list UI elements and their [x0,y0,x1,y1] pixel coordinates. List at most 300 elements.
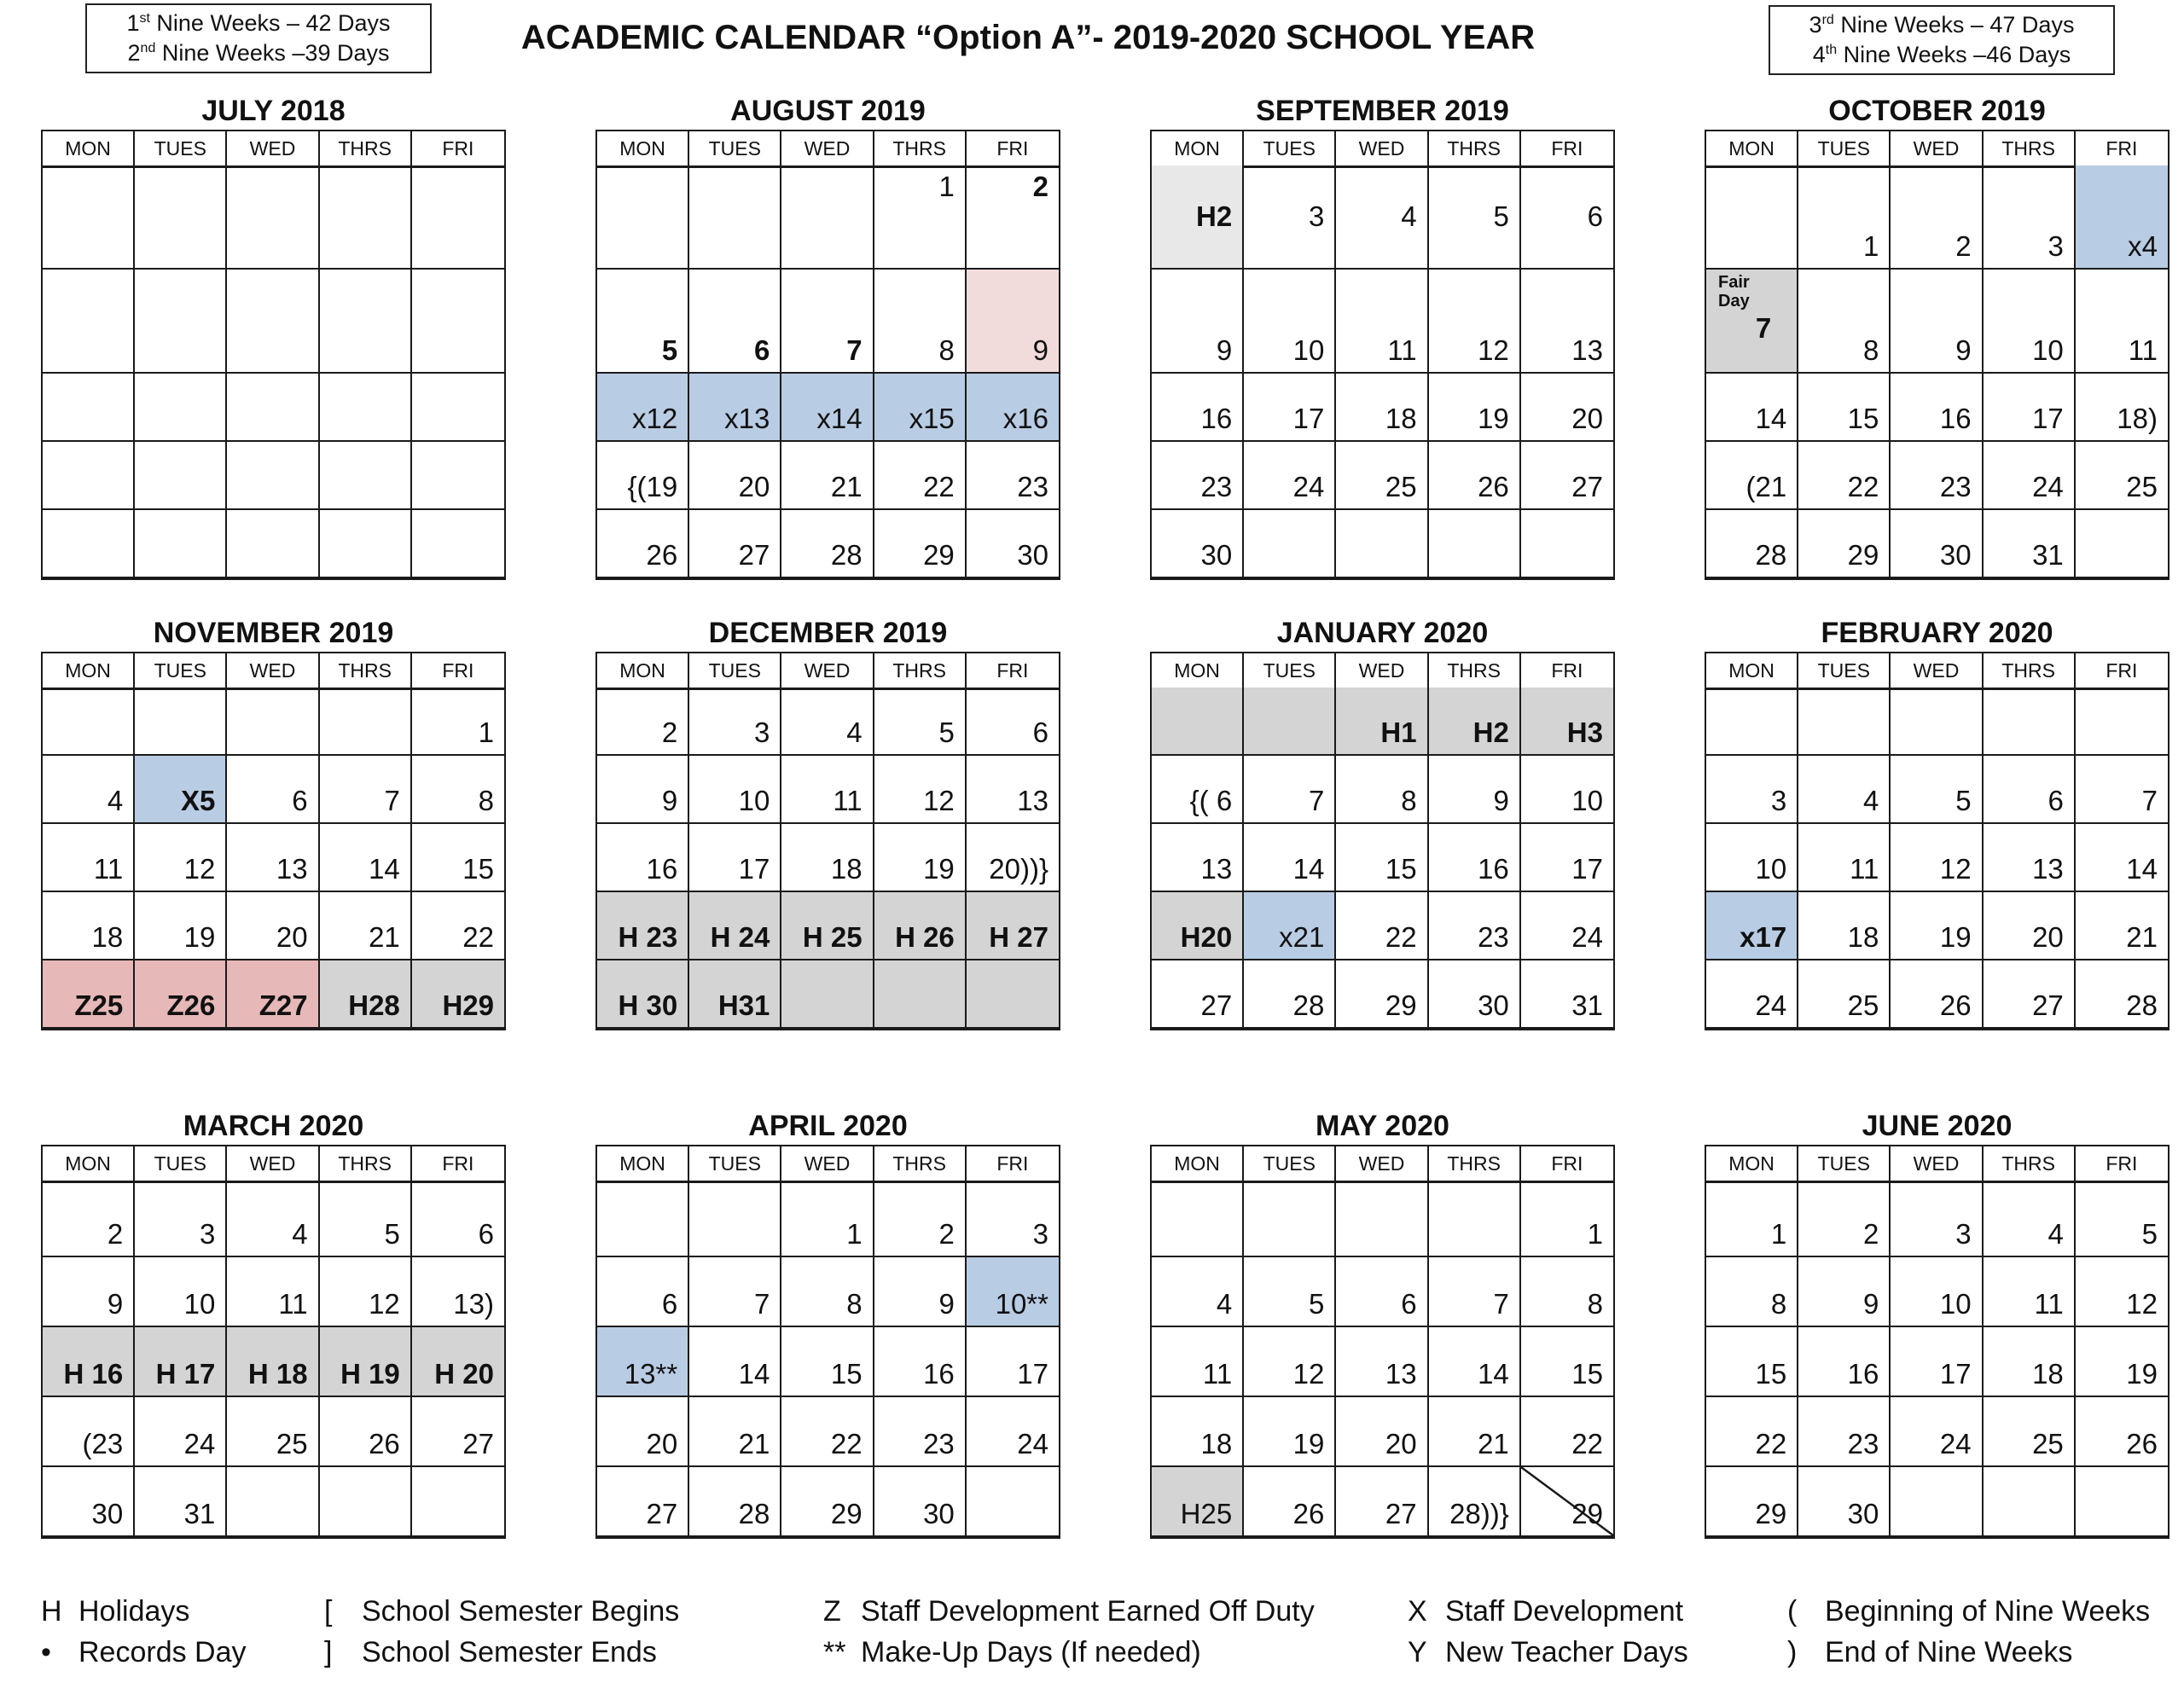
day-number: (23 [82,1428,124,1459]
day-cell [135,960,227,1029]
day-cell [1336,1181,1428,1257]
day-cell [1152,960,1244,1029]
day-number: 13** [624,1358,678,1390]
day-cell [1336,165,1428,270]
day-cell [43,960,135,1029]
day-number: 23 [1200,471,1233,502]
day-cell [1891,510,1983,578]
day-number: 13) [453,1288,494,1320]
day-cell [597,165,689,270]
day-cell [781,442,874,510]
day-number: 10 [1939,1288,1972,1320]
day-cell [874,510,967,578]
day-cell [2076,960,2168,1029]
day-header: FRI [967,653,1059,690]
day-cell [1984,1181,2076,1257]
legend-symbol: Y [1408,1636,1427,1668]
day-number: 7 [384,785,400,816]
legend-text: Staff Development [1445,1595,1684,1628]
day-cell [43,824,135,892]
day-number: 21 [1478,1428,1509,1459]
day-cell [135,756,227,824]
day-cell [781,824,874,892]
day-number: 4 [1401,200,1417,232]
day-cell [1798,960,1891,1029]
day-cell [1891,1397,1983,1467]
day-cell [320,510,412,578]
day-number: 7 [846,334,863,366]
day-cell [1891,165,1983,270]
day-cell [1152,1257,1244,1327]
day-cell [874,374,967,442]
day-cell [1521,1397,1613,1467]
day-header: THRS [320,653,412,690]
day-number: 22 [1385,921,1417,953]
day-number: 20 [1571,403,1603,434]
day-number: 26 [2126,1428,2158,1459]
day-number: 30 [1200,539,1233,571]
day-number: 2 [1955,230,1972,262]
day-cell [1984,1327,2076,1397]
day-number: 31 [1571,989,1603,1021]
day-cell [874,824,967,892]
month-grid [1705,1145,2169,1539]
day-number: {(19 [627,471,678,502]
day-header: WED [1891,653,1983,690]
day-cell [597,1397,689,1467]
day-number: 8 [1863,334,1879,366]
day-cell [135,510,227,578]
day-cell [1706,1257,1798,1327]
day-cell [1336,960,1428,1029]
day-cell [227,165,319,270]
day-cell [967,165,1059,270]
legend-text: Staff Development Earned Off Duty [861,1595,1315,1628]
day-number: 4 [292,1218,308,1250]
day-cell [412,824,504,892]
day-number: 30 [1478,989,1509,1021]
day-cell [689,270,781,374]
legend-text: School Semester Begins [362,1595,680,1628]
month-grid [1705,652,2169,1030]
day-number: 25 [2126,471,2158,502]
day-number: 30 [1017,539,1048,571]
day-number: 10 [1292,334,1325,366]
day-number: 29 [1571,1498,1603,1529]
day-number: 26 [646,539,678,571]
day-number: 11 [1850,853,1879,885]
day-cell [967,510,1059,578]
nine-weeks-box-left [85,3,432,73]
day-number: 6 [1401,1288,1417,1320]
day-cell [1336,374,1428,442]
day-number: 17 [1571,853,1603,885]
day-number: 19 [923,853,955,885]
day-cell [1984,1397,2076,1467]
day-cell [2076,165,2168,270]
day-cell [967,824,1059,892]
month-title: NOVEMBER 2019 [153,617,394,649]
day-header: TUES [689,131,781,168]
day-cell [320,824,412,892]
day-number: 12 [1478,334,1509,366]
day-cell [135,1257,227,1327]
day-number: H25 [1180,1498,1233,1529]
day-header: FRI [2076,131,2168,168]
day-number: 13 [2032,853,2064,885]
day-number: 23 [1017,471,1048,502]
day-cell [1798,374,1891,442]
day-cell [43,1327,135,1397]
day-cell [874,756,967,824]
day-cell [1336,1327,1428,1397]
day-number: 28 [1292,989,1325,1021]
day-cell [967,442,1059,510]
day-number: 17 [1017,1358,1048,1390]
day-number: 2 [1863,1218,1879,1250]
day-number: H 24 [710,921,770,953]
day-number: 27 [646,1498,678,1529]
day-number: H 23 [618,921,678,953]
day-header: FRI [1521,653,1613,690]
day-cell [320,374,412,442]
day-number: 12 [369,1288,400,1320]
day-cell [874,1397,967,1467]
day-cell [1152,510,1244,578]
day-number: (21 [1745,471,1787,502]
month-title: FEBRUARY 2020 [1821,617,2053,649]
day-cell [597,824,689,892]
day-cell [1891,374,1983,442]
day-number: 11 [1202,1358,1233,1390]
day-cell [43,688,135,756]
day-number: 25 [1385,471,1417,502]
fair-day-label: Fair Day [1718,273,1750,310]
day-number: H20 [1180,921,1233,953]
day-cell [1984,165,2076,270]
day-number: 10 [1755,853,1787,885]
day-header: MON [1152,131,1244,168]
day-number: x4 [2128,230,2158,262]
day-number: 3 [1955,1218,1972,1250]
day-number: 2 [107,1218,124,1250]
day-cell [1798,165,1891,270]
legend-item [823,1595,1315,1628]
day-number: 3 [1770,785,1787,816]
day-number: 30 [923,1498,955,1529]
day-number: 4 [2048,1218,2064,1250]
day-cell [320,270,412,374]
day-number: 13 [276,853,308,885]
day-number: 24 [1939,1428,1972,1459]
day-number: 6 [1032,717,1048,748]
legend-symbol: X [1408,1595,1427,1628]
day-number: 12 [1939,853,1972,885]
day-cell [1798,1257,1891,1327]
day-number: 27 [1385,1498,1417,1529]
day-number: 8 [1770,1288,1787,1320]
day-cell [689,1467,781,1537]
day-cell [1984,1257,2076,1327]
month-grid [595,130,1060,580]
day-cell [967,688,1059,756]
day-number: 31 [183,1498,216,1529]
day-cell [874,442,967,510]
day-cell [1706,510,1798,578]
day-cell [1706,1327,1798,1397]
day-cell [135,1181,227,1257]
legend-text: Make-Up Days (If needed) [861,1636,1201,1668]
day-number: x13 [724,403,770,434]
day-cell [1429,1397,1521,1467]
day-number: H 25 [802,921,863,953]
legend-symbol: ( [1787,1595,1798,1628]
day-cell [1891,824,1983,892]
day-number: 13 [1571,334,1603,366]
day-number: H 17 [155,1358,216,1390]
day-header: MON [43,653,135,690]
month-grid [41,1145,506,1539]
day-number: 16 [1939,403,1972,434]
day-cell [1244,688,1336,756]
day-cell [1152,824,1244,892]
day-cell [1429,824,1521,892]
day-header: TUES [1798,1146,1891,1183]
day-number: 5 [2141,1218,2158,1250]
day-number: 21 [369,921,400,953]
day-cell [781,1181,874,1257]
day-cell [1152,756,1244,824]
day-cell [412,1397,504,1467]
day-cell [1706,892,1798,960]
day-cell [1891,756,1983,824]
day-cell [135,1397,227,1467]
day-cell [1706,165,1798,270]
day-number: 7 [1755,312,1772,344]
day-number: H 26 [895,921,955,953]
day-number: x12 [631,403,678,434]
day-cell [1706,1467,1798,1537]
day-header: MON [43,1146,135,1183]
day-cell [1429,270,1521,374]
day-number: 1 [1587,1218,1603,1250]
day-cell [2076,510,2168,578]
day-cell [1152,165,1244,270]
day-cell [1244,1181,1336,1257]
day-number: 5 [1955,785,1972,816]
day-cell [1984,1467,2076,1537]
day-number: 12 [923,785,955,816]
day-number: 21 [2126,921,2158,953]
day-cell [1521,374,1613,442]
day-cell [1244,442,1336,510]
day-number: H 30 [618,989,678,1021]
day-number: 16 [923,1358,955,1390]
month-title: APRIL 2020 [748,1110,908,1142]
day-number: 16 [1847,1358,1879,1390]
day-cell [2076,270,2168,374]
day-number: 30 [1847,1498,1879,1529]
day-cell [227,892,319,960]
day-cell [1429,442,1521,510]
month-title: MARCH 2020 [183,1110,364,1142]
day-number: 7 [754,1288,770,1320]
day-header: WED [227,1146,319,1183]
day-cell [781,688,874,756]
day-number: 14 [2126,853,2158,885]
day-cell [2076,688,2168,756]
day-cell [2076,1181,2168,1257]
day-cell [781,374,874,442]
legend-text: Holidays [78,1595,190,1628]
legend-symbol: Z [823,1595,841,1628]
day-cell [2076,1327,2168,1397]
day-header: WED [781,131,874,168]
day-number: 8 [1401,785,1417,816]
day-cell [320,442,412,510]
day-number: 2 [1032,171,1048,202]
day-number: 24 [1571,921,1603,953]
day-number: 24 [1017,1428,1048,1459]
day-cell [1429,165,1521,270]
legend-text: Records Day [78,1636,247,1668]
day-header: WED [1336,653,1428,690]
month-grid [595,652,1060,1030]
day-number: 5 [938,717,955,748]
day-header: WED [1336,1146,1428,1183]
day-cell [597,1257,689,1327]
day-number: 16 [1200,403,1233,434]
day-cell [1521,1467,1613,1537]
day-number: 13 [1385,1358,1417,1390]
day-cell [43,165,135,270]
day-number: 10** [995,1288,1048,1320]
day-cell [227,824,319,892]
day-number: H3 [1566,717,1603,748]
day-number: 5 [1309,1288,1325,1320]
day-cell [689,960,781,1029]
day-cell [412,1181,504,1257]
day-cell [597,510,689,578]
day-number: 20 [276,921,308,953]
day-header: TUES [1798,131,1891,168]
day-cell [689,1257,781,1327]
day-cell [1984,374,2076,442]
day-cell [967,1327,1059,1397]
day-cell [1429,1467,1521,1537]
day-cell [1706,1181,1798,1257]
day-cell [1152,1181,1244,1257]
day-cell [320,688,412,756]
day-cell [320,1327,412,1397]
day-header: MON [1706,1146,1798,1183]
day-cell [1706,270,1798,374]
day-number: 4 [1216,1288,1233,1320]
day-number: 10 [1571,785,1603,816]
day-number: 14 [1755,403,1787,434]
day-header: THRS [1429,1146,1521,1183]
day-number: H 16 [63,1358,124,1390]
day-cell [1891,1467,1983,1537]
day-cell [135,892,227,960]
day-cell [967,960,1059,1029]
day-number: 14 [1478,1358,1509,1390]
day-number: 5 [384,1218,400,1250]
day-number: 20 [738,471,770,502]
day-header: MON [43,131,135,168]
day-cell [1798,892,1891,960]
month-grid [1150,130,1615,580]
day-cell [597,892,689,960]
day-cell [227,1327,319,1397]
day-number: x17 [1740,921,1787,953]
day-number: 12 [1292,1358,1325,1390]
day-number: 27 [1200,989,1233,1021]
day-number: 19 [1478,403,1509,434]
day-header: WED [781,653,874,690]
day-cell [43,756,135,824]
day-header: FRI [2076,1146,2168,1183]
day-cell [1984,688,2076,756]
day-cell [781,1257,874,1327]
day-cell [1152,1467,1244,1537]
day-cell [967,756,1059,824]
day-number: 13 [1017,785,1048,816]
day-cell [1152,1397,1244,1467]
day-number: 20 [1385,1428,1417,1459]
day-cell [781,756,874,824]
day-number: 9 [1493,785,1509,816]
month-grid [1150,1145,1615,1539]
page-title: ACADEMIC CALENDAR “Option A”- 2019-2020 SCHOOL YEAR [520,19,1536,56]
day-cell [1984,756,2076,824]
day-number: 18 [1385,403,1417,434]
day-number: 11 [2034,1288,2064,1320]
day-header: THRS [1984,653,2076,690]
day-cell [874,1327,967,1397]
day-number: 4 [846,717,863,748]
day-number: 9 [1955,334,1972,366]
legend-item [1408,1595,1683,1628]
day-cell [1706,960,1798,1029]
day-cell [1429,1327,1521,1397]
day-cell [1521,270,1613,374]
day-number: 3 [1032,1218,1048,1250]
day-number: 27 [1571,471,1603,502]
day-header: THRS [320,131,412,168]
day-number: 7 [2141,785,2158,816]
day-number: 18 [1847,921,1879,953]
day-header: FRI [1521,131,1613,168]
day-cell [967,1257,1059,1327]
day-cell [1521,442,1613,510]
day-cell [43,374,135,442]
day-cell [412,892,504,960]
day-cell [1984,510,2076,578]
day-cell [1244,374,1336,442]
day-number: 28 [2126,989,2158,1021]
day-number: 4 [1863,785,1879,816]
day-header: FRI [1521,1146,1613,1183]
day-cell [135,824,227,892]
day-cell [1429,374,1521,442]
day-cell [1152,270,1244,374]
day-header: THRS [1984,1146,2076,1183]
month-grid [595,1145,1060,1539]
day-number: 7 [1309,785,1325,816]
day-cell [781,960,874,1029]
day-cell [1521,165,1613,270]
